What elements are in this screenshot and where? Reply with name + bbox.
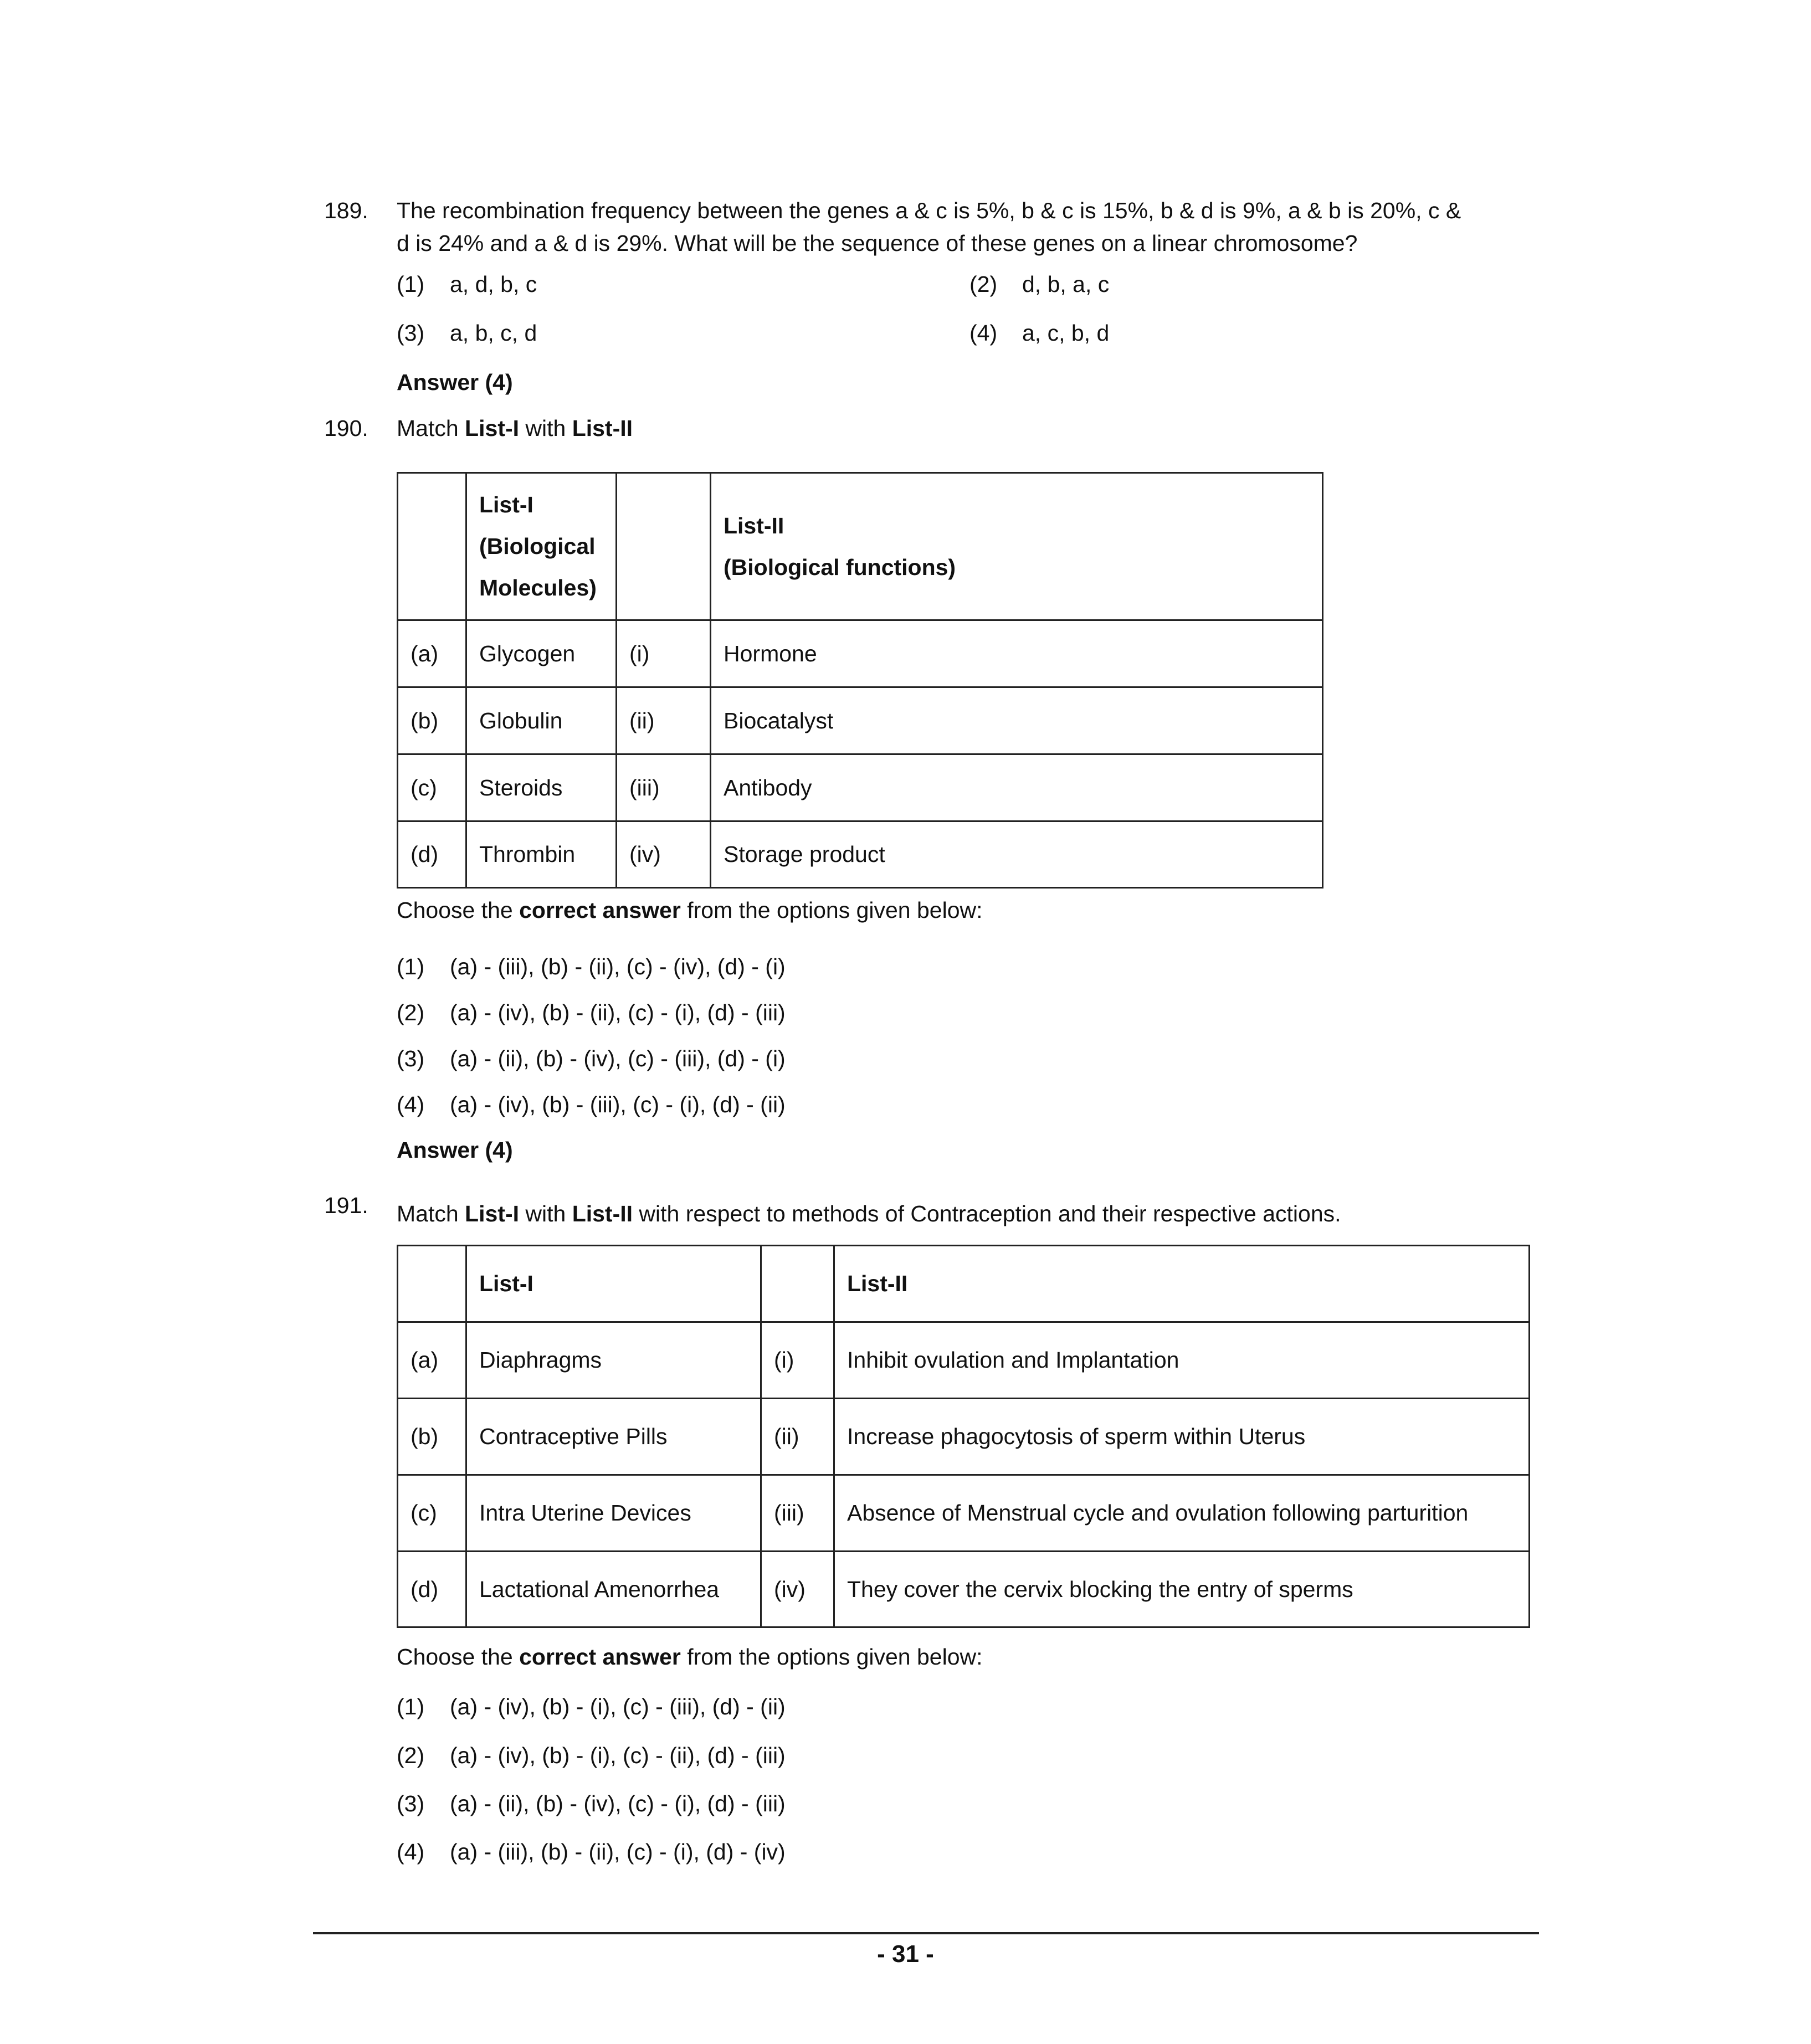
option-number: (4): [969, 320, 998, 346]
option-text: (a) - (ii), (b) - (iv), (c) - (iii), (d) - (i): [450, 1046, 786, 1071]
table-header-row: [398, 473, 1323, 620]
option-number: (4): [397, 1839, 425, 1865]
option-text: a, d, b, c: [450, 271, 537, 297]
option-number: (3): [397, 1791, 425, 1816]
option-text: (a) - (iii), (b) - (ii), (c) - (iv), (d) - (i): [450, 954, 786, 979]
question-stem-line-1: The recombination frequency between the genes a & c is 5%, b & c is 15%, b & d is 9%, a & b is 20%, c &: [397, 198, 1461, 223]
header-list-1: List-I (Biological Molecules): [466, 473, 617, 620]
match-table: [397, 472, 1323, 889]
question-number: 190.: [324, 415, 368, 441]
header-list-1: List-I: [466, 1246, 761, 1322]
option-number: (1): [397, 1694, 425, 1719]
question-stem: Match List-I with List-II with respect to methods of Contraception and their respective actions.: [397, 1201, 1341, 1226]
table-row: (b) Contraceptive Pills (ii) Increase phagocytosis of sperm within Uterus: [398, 1399, 1530, 1475]
option-text: a, b, c, d: [450, 320, 537, 346]
table-header-row: [398, 1246, 1530, 1322]
question-stem: Match List-I with List-II: [397, 415, 633, 441]
option-number: (2): [969, 271, 998, 297]
option-number: (3): [397, 1046, 425, 1071]
instruction-text: Choose the correct answer from the options given below:: [397, 1644, 983, 1670]
instruction-text: Choose the correct answer from the options given below:: [397, 897, 983, 923]
option-number: (4): [397, 1092, 425, 1117]
option-number: (2): [397, 1743, 425, 1768]
option-text: a, c, b, d: [1022, 320, 1110, 346]
table-row: (c) Steroids (iii) Antibody: [398, 754, 1323, 821]
question-number: 189.: [324, 198, 368, 223]
option-text: d, b, a, c: [1022, 271, 1110, 297]
option-text: (a) - (iii), (b) - (ii), (c) - (i), (d) - (iv): [450, 1839, 786, 1865]
table-row: (d) Thrombin (iv) Storage product: [398, 821, 1323, 888]
header-list-2: List-II: [834, 1246, 1530, 1322]
answer-label: Answer (4): [397, 1137, 513, 1163]
match-table: [397, 1245, 1530, 1628]
option-number: (1): [397, 954, 425, 979]
page-number: - 31 -: [877, 1940, 934, 1968]
option-text: (a) - (iv), (b) - (i), (c) - (iii), (d) - (ii): [450, 1694, 786, 1719]
answer-label: Answer (4): [397, 369, 513, 395]
option-number: (3): [397, 320, 425, 346]
option-text: (a) - (iv), (b) - (i), (c) - (ii), (d) - (iii): [450, 1743, 786, 1768]
table-row: (d) Lactational Amenorrhea (iv) They cover the cervix blocking the entry of sperms: [398, 1552, 1530, 1627]
table-row: (a) Diaphragms (i) Inhibit ovulation and Implantation: [398, 1322, 1530, 1399]
option-number: (2): [397, 1000, 425, 1025]
header-list-2: List-II (Biological functions): [711, 473, 1323, 620]
option-text: (a) - (iv), (b) - (ii), (c) - (i), (d) - (iii): [450, 1000, 786, 1025]
option-text: (a) - (ii), (b) - (iv), (c) - (i), (d) - (iii): [450, 1791, 786, 1816]
option-number: (1): [397, 271, 425, 297]
footer-divider: [313, 1932, 1539, 1934]
question-number: 191.: [324, 1193, 368, 1218]
option-text: (a) - (iv), (b) - (iii), (c) - (i), (d) - (ii): [450, 1092, 786, 1117]
question-stem-line-2: d is 24% and a & d is 29%. What will be the sequence of these genes on a linear chromosome?: [397, 230, 1358, 256]
table-row: (c) Intra Uterine Devices (iii) Absence of Menstrual cycle and ovulation following parturition: [398, 1475, 1530, 1552]
table-row: (b) Globulin (ii) Biocatalyst: [398, 687, 1323, 754]
table-row: (a) Glycogen (i) Hormone: [398, 620, 1323, 687]
